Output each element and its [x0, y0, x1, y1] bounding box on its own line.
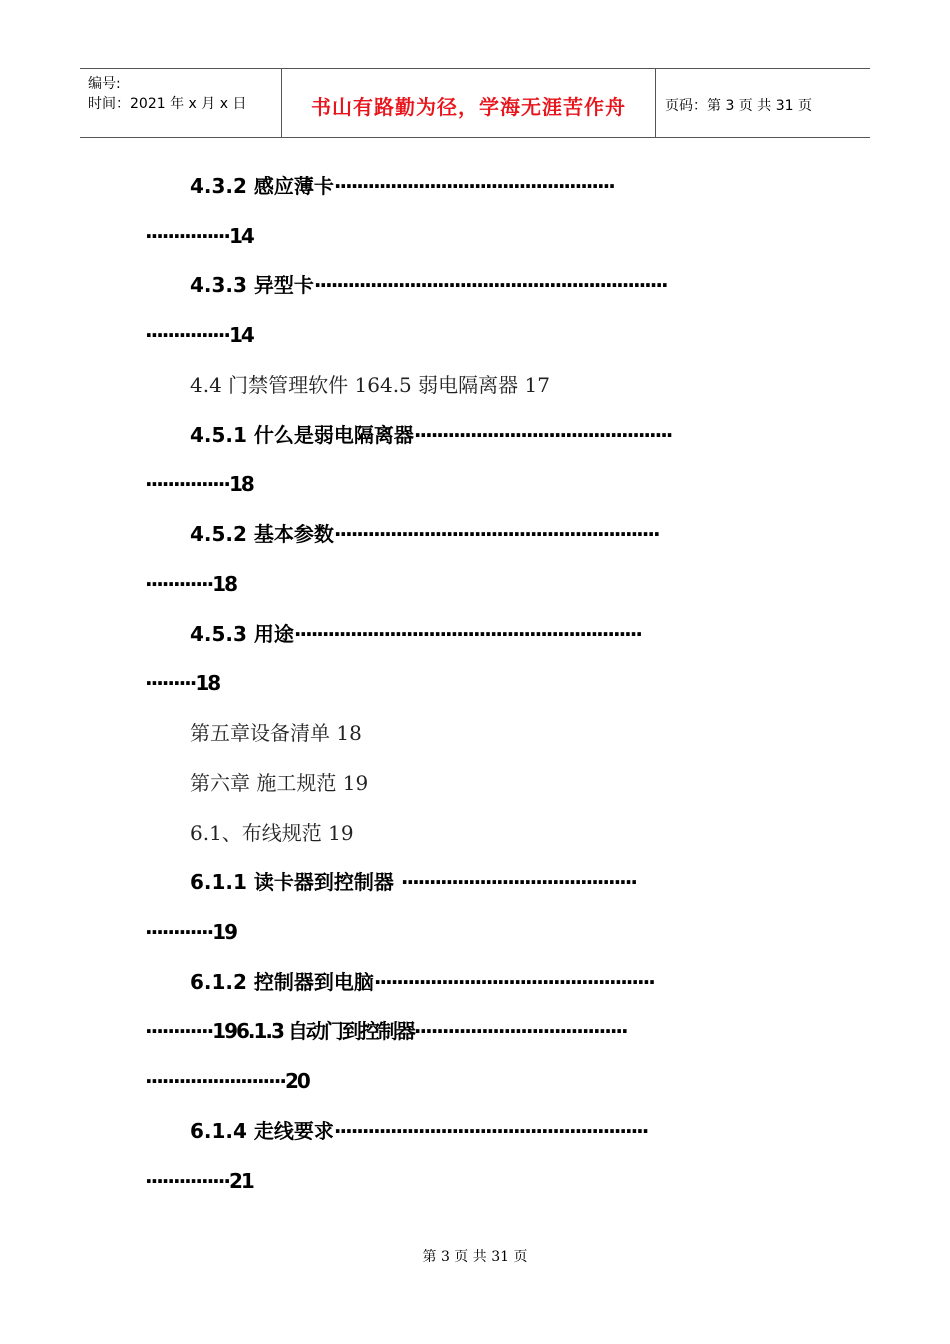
toc-entry-continuation: ············18	[145, 572, 237, 596]
toc-entry-continuation: ············196.1.3 自动门到控制器······································	[145, 1019, 627, 1043]
toc-entry-continuation: ···············14	[145, 224, 253, 248]
toc-entry: 4.3.2 感应薄卡··················································	[190, 174, 614, 198]
header-page-cell	[655, 69, 870, 137]
toc-entry-continuation: ···············18	[145, 472, 253, 496]
document-header	[80, 68, 870, 138]
toc-entry: 第五章设备清单 18	[190, 721, 362, 745]
motto-text: 书山有路勤为径，学海无涯苦作舟	[311, 95, 626, 119]
toc-entry-continuation: ·························20	[145, 1069, 309, 1093]
toc-entry: 6.1.1 读卡器到控制器 ··········································	[190, 870, 636, 894]
toc-entry: 4.5.2 基本参数··························································	[190, 522, 659, 546]
toc-entry: 6.1、布线规范 19	[190, 821, 354, 845]
header-motto-cell	[281, 69, 656, 137]
time-label: 时间：2021 年 x 月 x 日	[88, 96, 247, 112]
page-footer: 第 3 页 共 31 页	[422, 1249, 528, 1265]
toc-entry: 6.1.4 走线要求························································	[190, 1119, 648, 1143]
toc-entry-continuation: ···············21	[145, 1169, 253, 1193]
toc-entry-continuation: ············19	[145, 920, 237, 944]
number-label: 编号:	[88, 76, 121, 92]
header-page-info: 页码：第 3 页 共 31 页	[665, 98, 812, 114]
toc-entry-continuation: ···············14	[145, 323, 253, 347]
header-meta-cell	[80, 69, 281, 137]
toc-entry-continuation: ·········18	[145, 671, 220, 695]
toc-entry: 第六章 施工规范 19	[190, 771, 369, 795]
toc-entry: 4.4 门禁管理软件 164.5 弱电隔离器 17	[190, 373, 550, 397]
toc-entry: 4.3.3 异型卡·······························································	[190, 273, 667, 297]
toc-entry: 4.5.3 用途······························································	[190, 622, 641, 646]
toc-entry: 4.5.1 什么是弱电隔离器··············································	[190, 423, 672, 447]
toc-entry: 6.1.2 控制器到电脑··················································	[190, 970, 654, 994]
